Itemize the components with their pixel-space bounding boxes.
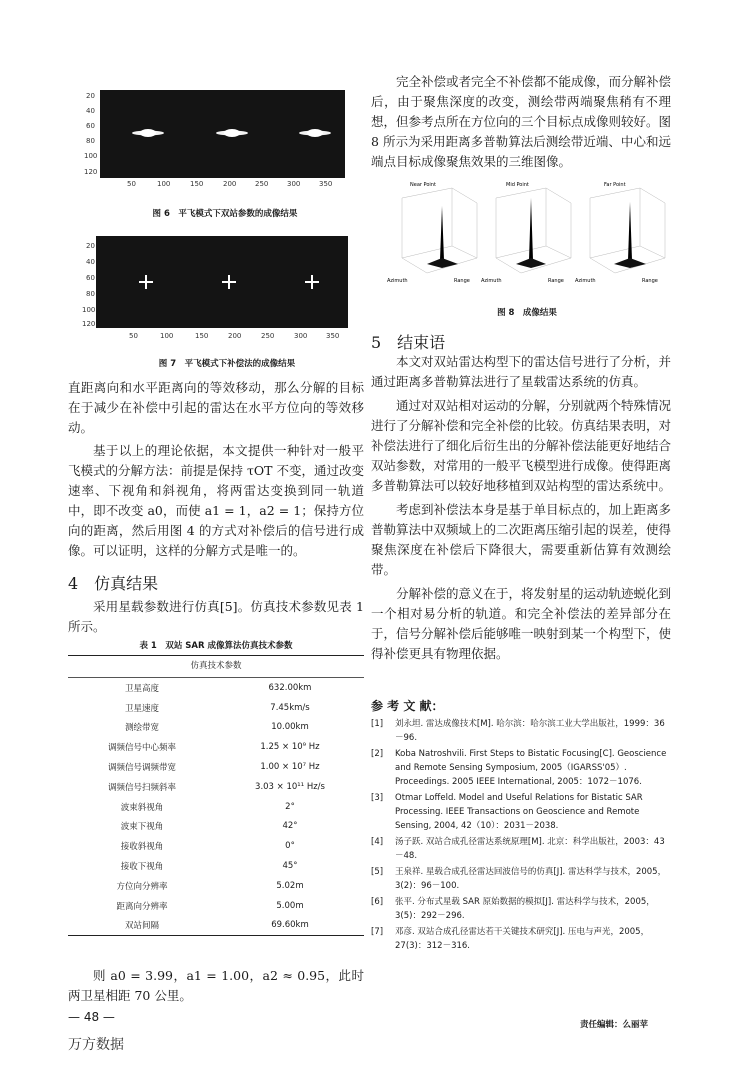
reference-text: Koba Natroshvili. First Steps to Bistatic Focusing[C]. Geoscience and Remote Sensing Symposium, 2005（IGARSS'05）. Proceedings. 2005 IEEE International, 2005：1072－1076. [395,749,667,787]
y-tick: 100 [84,152,98,160]
param-value: 5.00m [276,900,304,911]
section-5-title: 5 结束语 [371,333,446,352]
figure-6-image [100,90,345,178]
table-1-body [68,678,364,935]
figure-8-caption: 图 8 成像结果 [497,308,557,318]
y-tick: 20 [86,92,95,100]
y-tick: 80 [86,137,95,145]
table-row [68,856,364,876]
figure-7-caption: 图 7 平飞模式下补偿法的成像结果 [158,359,296,369]
right-paragraph-3: 通过对双站相对运动的分解，分别就两个特殊情况进行了分解补偿和完全补偿的比较。仿真结果表明，对补偿法进行了细化后衍生出的分解补偿法能更好地结合双站参数，对常用的一般平飞模型进行成像。使得距离多普勒算法可以较好地移植到双站构型的雷达系统中。 [371,398,672,493]
figure-6-targets [100,90,345,178]
left-paragraph-3: 采用星载参数进行仿真[5]。仿真技术参数见表 1 所示。 [68,599,364,634]
param-value: 1.25 × 10⁹ Hz [260,742,320,753]
editor-credit: 责任编辑：么丽苹 [580,1020,649,1030]
param-value: 7.45km/s [270,702,310,713]
y-tick: 20 [86,242,95,250]
x-tick: 250 [255,180,269,188]
table-1-header: 仿真技术参数 [68,656,364,678]
figure-8 [382,178,672,293]
figure-8-xlabel-far: Azimuth [575,278,596,284]
y-tick: 120 [82,320,96,328]
figure-7 [82,236,356,346]
param-name: 卫星速度 [124,703,159,714]
reference-item [371,747,673,789]
right-paragraph-1: 完全补偿或者完全不补偿都不能成像，而分解补偿后，由于聚焦深度的改变，测绘带两端聚焦稍有不理想，但参考点所在方位向的三个目标点成像则较好。图 8 所示为采用距离多普勒算法后测绘带近端、中心和远端点目标成像聚焦效果的三维图像。 [371,74,672,169]
param-value: 69.60km [271,920,309,931]
references-title: 参 考 文 献： [371,699,444,713]
param-name: 调频信号调频带宽 [107,763,176,774]
reference-text: 刘永坦. 雷达成像技术[M]. 哈尔滨：哈尔滨工业大学出版社，1999：36－96. [395,719,665,743]
x-tick: 50 [129,332,138,340]
right-paragraph-4: 考虑到补偿法本身是基于单目标点的，加上距离多普勒算法中双频域上的二次距离压缩引起的误差，使得聚焦深度在补偿后下降很大，需要重新估算有效测绘带。 [371,502,672,577]
reference-number: [2] [371,749,384,759]
x-tick: 350 [319,180,333,188]
table-row [68,698,364,718]
x-tick: 100 [157,180,171,188]
figure-8-xlabel-near: Azimuth [387,278,408,284]
right-paragraph-5: 分解补偿的意义在于，将发射星的运动轨迹蜕化到一个相对易分析的轨道。和完全补偿法的差异部分在于，信号分解补偿后能够唯一映射到某一个构型下，使得补偿更具有物理依据。 [371,586,672,661]
table-row [68,718,364,738]
table-row [68,757,364,777]
figure-8-xlabel-mid: Azimuth [481,278,502,284]
figure-6-caption: 图 6 平飞模式下双站参数的成像结果 [152,209,298,219]
y-tick: 60 [86,274,95,282]
param-value: 5.02m [276,880,304,891]
reference-number: [1] [371,719,384,729]
reference-text: Otmar Loffeld. Model and Useful Relations for Bistatic SAR Processing. IEEE Transactions on Geoscience and Remote Sensing, 2004, 42（10）：2031－2038. [395,793,643,831]
section-4-title: 4 仿真结果 [68,574,159,593]
y-tick: 60 [86,122,95,130]
figure-8-title-mid: Mid Point [506,182,529,188]
left-paragraph-4: 则 a0 = 3.99，a1 = 1.00，a2 ≈ 0.95，此时两卫星相距 70 公里。 [68,968,364,1003]
reference-item [371,717,673,745]
table-row [68,896,364,916]
figure-8-ylabel-near: Range [454,278,470,284]
param-value: 42° [282,821,298,832]
table-row [68,678,364,698]
figure-8-title-near: Near Point [410,182,436,188]
reference-number: [5] [371,867,384,877]
figure-8-panel-far [570,178,680,288]
param-name: 调频信号扫频斜率 [107,782,176,793]
table-1-caption: 表 1 双站 SAR 成像算法仿真技术参数 [139,641,293,651]
param-value: 1.00 × 10⁷ Hz [260,762,320,773]
figure-7-targets [96,236,348,328]
y-tick: 120 [84,168,98,176]
figure-6 [84,88,350,198]
param-value: 3.03 × 10¹¹ Hz/s [255,781,325,792]
reference-item [371,925,673,953]
left-paragraph-2: 基于以上的理论依据，本文提供一种针对一般平飞模式的分解方法：前提是保持 τOT 不变，通过改变速率、下视角和斜视角，将两雷达变换到同一轨道中，即不改变 a0，而使 a1 = 1，a2 = 1；保持方位向的距离，然后用图 4 的方式对补偿后的信号进行成像。可以证明，这样的分解方式是唯一的。 [68,443,364,558]
table-row [68,817,364,837]
reference-number: [6] [371,897,384,907]
figure-8-ylabel-far: Range [642,278,658,284]
param-value: 0° [285,841,295,852]
param-name: 距离向分辨率 [116,901,168,912]
table-1 [68,655,364,936]
param-name: 测绘带宽 [124,723,159,734]
reference-text: 张平. 分布式星载 SAR 原始数据的模拟[J]. 雷达科学与技术，2005，3(5)：292－296. [395,897,655,921]
table-row [68,916,364,936]
figure-7-image [96,236,348,328]
param-name: 卫星高度 [124,683,159,694]
x-tick: 100 [160,332,174,340]
y-tick: 40 [86,258,95,266]
param-name: 波束斜视角 [120,802,164,813]
table-row [68,836,364,856]
reference-number: [4] [371,837,384,847]
page-number: — 48 — [68,1010,115,1024]
x-tick: 200 [228,332,242,340]
param-value: 45° [282,861,298,872]
param-name: 调频信号中心频率 [107,743,176,754]
right-paragraph-2: 本文对双站雷达构型下的雷达信号进行了分析，并通过距离多普勒算法进行了星载雷达系统的仿真。 [371,354,672,389]
reference-text: 邓彦. 双站合成孔径雷达若干关键技术研究[J]. 压电与声光，2005，27(3)：312－316. [395,927,650,951]
x-tick: 200 [223,180,237,188]
x-tick: 50 [127,180,136,188]
param-value: 2° [285,801,295,812]
figure-8-title-far: Far Point [604,182,626,188]
reference-text: 王泉祥. 星载合成孔径雷达回波信号的仿真[J]. 雷达科学与技术，2005，3(2)：96－100. [395,867,667,891]
table-row [68,737,364,757]
x-tick: 300 [294,332,308,340]
reference-item [371,895,673,923]
left-paragraph-1: 直距离向和水平距离向的等效移动，那么分解的目标在于减少在补偿中引起的雷达在水平方位向的等效移动。 [68,380,364,435]
watermark: 万方数据 [68,1037,124,1053]
param-name: 方位向分辨率 [116,881,168,892]
y-tick: 80 [86,290,95,298]
x-tick: 150 [195,332,209,340]
table-row [68,797,364,817]
param-name: 接收下视角 [120,862,164,873]
reference-item [371,865,673,893]
param-value: 632.00km [268,682,312,693]
table-row [68,777,364,797]
param-name: 双站间隔 [124,921,159,932]
param-value: 10.00km [271,722,309,733]
x-tick: 350 [326,332,340,340]
x-tick: 250 [261,332,275,340]
param-name: 接收斜视角 [120,842,164,853]
x-tick: 300 [287,180,301,188]
references-list [371,717,673,955]
table-row [68,876,364,896]
param-name: 波束下视角 [120,822,164,833]
y-tick: 100 [82,306,96,314]
reference-number: [3] [371,793,384,803]
reference-item [371,835,673,863]
reference-text: 汤子跃. 双站合成孔径雷达系统原理[M]. 北京：科学出版社，2003：43－48. [395,837,665,861]
reference-number: [7] [371,927,384,937]
reference-item [371,791,673,833]
y-tick: 40 [86,107,95,115]
figure-8-ylabel-mid: Range [548,278,564,284]
x-tick: 150 [190,180,204,188]
